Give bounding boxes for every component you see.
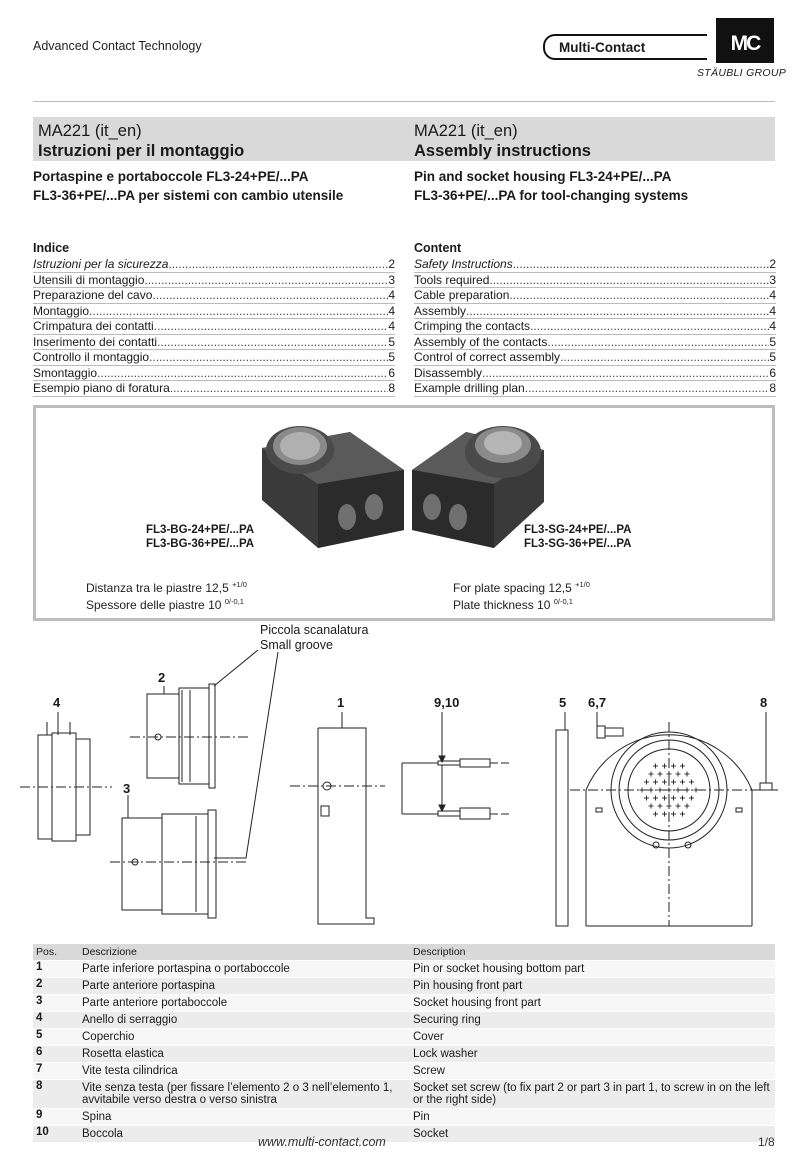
plate-spacing-en: For plate spacing 12,5 [453, 581, 572, 595]
toc-item-label: Assembly of the contacts [414, 334, 548, 349]
toc-item-page: 3 [388, 272, 395, 287]
toc-item-page: 4 [769, 288, 776, 302]
subtitle-en-line2: FL3-36+PE/...PA for tool-changing systems [414, 188, 689, 203]
groove-label-en: Small groove [260, 638, 333, 652]
table-row [33, 1126, 775, 1143]
table-row [33, 1063, 775, 1080]
callout-2: 2 [158, 670, 166, 685]
part-pos: 6 [36, 1046, 43, 1058]
socket-housing-code-24: FL3-SG-24+PE/...PA [524, 524, 632, 536]
part-pos: 3 [36, 995, 43, 1007]
toc-item-page: 5 [388, 350, 395, 364]
plate-thickness-it: Spessore delle piastre 10 [86, 598, 222, 612]
subtitle-it-line2: FL3-36+PE/...PA per sistemi con cambio utensile [33, 188, 344, 203]
pin-housing-code-36: FL3-BG-36+PE/...PA [146, 538, 255, 550]
plate-spacing-tol-it: +1/0 [232, 580, 247, 589]
plate-spacing-it: Distanza tra le piastre 12,5 [86, 581, 229, 595]
toc-item-page: 4 [769, 303, 776, 318]
table-row [33, 961, 775, 978]
toc-heading-en: Content [414, 241, 462, 255]
table-row [33, 1080, 775, 1109]
toc-item-page: 4 [388, 288, 395, 302]
toc-item-page: 6 [388, 365, 395, 380]
table-row [33, 978, 775, 995]
part-desc-en: Socket [413, 1128, 449, 1140]
toc-item-label: Controllo il montaggio [33, 350, 150, 364]
toc-item-label: Utensili di montaggio [33, 272, 145, 287]
part-desc-en: Pin or socket housing bottom part [413, 963, 585, 975]
toc-item-label: Control of correct assembly [414, 350, 561, 364]
toc-item-label: Smontaggio [33, 365, 98, 380]
toc-item-page: 5 [769, 334, 776, 349]
part-desc-en: Pin [413, 1111, 430, 1123]
part-pos: 7 [36, 1063, 43, 1075]
parts-table-header [33, 944, 775, 961]
callout-8: 8 [760, 695, 768, 710]
toc-item-label: Example drilling plan [414, 381, 525, 395]
toc-item-page: 8 [388, 381, 395, 395]
table-row [33, 1109, 775, 1126]
toc-item-label: Cable preparation [414, 288, 510, 302]
part-desc-it: Vite senza testa (per fissare l’elemento 2 o 3 nell’elemento 1, avvitabile verso destra o verso sinistra [82, 1082, 393, 1106]
part-pos: 8 [36, 1080, 43, 1092]
part-desc-it: Rosetta elastica [82, 1048, 164, 1060]
toc-item-page: 3 [769, 272, 776, 287]
header-descrizione: Descrizione [82, 946, 137, 958]
part-pos: 1 [36, 961, 43, 973]
mc-logo: MC [716, 18, 774, 63]
doc-code-en: MA221 (it_en) [414, 122, 518, 140]
subtitle-en-line1: Pin and socket housing FL3-24+PE/...PA [414, 169, 672, 184]
part-desc-en: Lock washer [413, 1048, 478, 1060]
part-desc-en: Socket housing front part [413, 997, 541, 1009]
plate-thickness-tol-en: 0/-0,1 [553, 597, 573, 606]
toc-item-label: Crimpatura dei contatti [33, 319, 154, 333]
part-pos: 5 [36, 1029, 43, 1041]
socket-housing-code-36: FL3-SG-36+PE/...PA [524, 538, 632, 550]
part-desc-en: Pin housing front part [413, 980, 523, 992]
part-desc-it: Parte anteriore portaboccole [82, 997, 228, 1009]
toc-item-label: Tools required [414, 272, 490, 287]
table-row [33, 1029, 775, 1046]
toc-item-page: 6 [769, 365, 776, 380]
part-desc-it: Parte inferiore portaspina o portaboccole [82, 963, 290, 975]
callout-6-7: 6,7 [588, 695, 607, 710]
toc-item-label: Crimping the contacts [414, 319, 531, 333]
company-tagline: Advanced Contact Technology [33, 39, 202, 53]
part-desc-en: Socket set screw (to fix part 2 or part 3 in part 1, to screw in on the left or the right side) [413, 1082, 770, 1106]
groove-label-it: Piccola scanalatura [260, 623, 369, 637]
table-row [33, 1012, 775, 1029]
toc-item-label: Montaggio [33, 303, 90, 318]
toc-item-page: 5 [388, 334, 395, 349]
toc-item-page: 5 [769, 350, 776, 364]
callout-9-10: 9,10 [434, 695, 460, 710]
part-desc-it: Parte anteriore portaspina [82, 980, 215, 992]
plate-thickness-tol-it: 0/-0,1 [224, 597, 244, 606]
doc-code-it: MA221 (it_en) [38, 122, 142, 140]
toc-item-page: 8 [769, 381, 776, 395]
part-desc-en: Cover [413, 1031, 444, 1043]
part-pos: 4 [36, 1012, 43, 1024]
toc-item-label: Safety Instructions [414, 257, 513, 271]
part-pos: 9 [36, 1109, 43, 1121]
callout-5: 5 [559, 695, 567, 710]
part-desc-en: Securing ring [413, 1014, 481, 1026]
toc-item-page: 2 [769, 257, 776, 271]
table-row [33, 1046, 775, 1063]
toc-item-label: Preparazione del cavo [33, 288, 153, 302]
pin-housing-code-24: FL3-BG-24+PE/...PA [146, 524, 255, 536]
group-name: STÄUBLI GROUP [697, 67, 787, 79]
toc-item-page: 2 [388, 257, 395, 271]
part-desc-it: Anello di serraggio [82, 1014, 178, 1026]
toc-item-page: 4 [769, 319, 776, 333]
part-desc-it: Vite testa cilindrica [82, 1065, 178, 1077]
toc-heading-it: Indice [33, 241, 70, 255]
header-pos: Pos. [36, 946, 58, 958]
doc-title-en: Assembly instructions [414, 142, 591, 160]
callout-4: 4 [53, 695, 61, 710]
parts-table [33, 944, 775, 1143]
subtitle-it-line1: Portaspine e portaboccole FL3-24+PE/...PA [33, 169, 309, 184]
footer-url[interactable]: www.multi-contact.com [258, 1135, 386, 1149]
doc-title-it: Istruzioni per il montaggio [38, 142, 245, 160]
toc-item-label: Disassembly [414, 365, 483, 380]
part-pos: 2 [36, 978, 43, 990]
header-description: Description [413, 946, 466, 958]
toc-item-page: 4 [388, 303, 395, 318]
table-row [33, 995, 775, 1012]
page-number: 1/8 [758, 1135, 775, 1149]
toc-item-label: Inserimento dei contatti [33, 334, 158, 349]
part-desc-it: Boccola [82, 1128, 123, 1140]
plate-thickness-en: Plate thickness 10 [453, 598, 551, 612]
part-desc-it: Coperchio [82, 1031, 135, 1043]
brand-name: Multi-Contact [543, 34, 707, 60]
callout-3: 3 [123, 781, 131, 796]
toc-item-label: Esempio piano di foratura [33, 381, 170, 395]
part-desc-en: Screw [413, 1065, 445, 1077]
toc-item-label: Assembly [414, 303, 467, 318]
toc-item-page: 4 [388, 319, 395, 333]
part-desc-it: Spina [82, 1111, 112, 1123]
callout-1: 1 [337, 695, 345, 710]
plate-spacing-tol-en: +1/0 [575, 580, 590, 589]
toc-item-label: Istruzioni per la sicurezza [33, 257, 169, 271]
part-pos: 10 [36, 1126, 49, 1138]
